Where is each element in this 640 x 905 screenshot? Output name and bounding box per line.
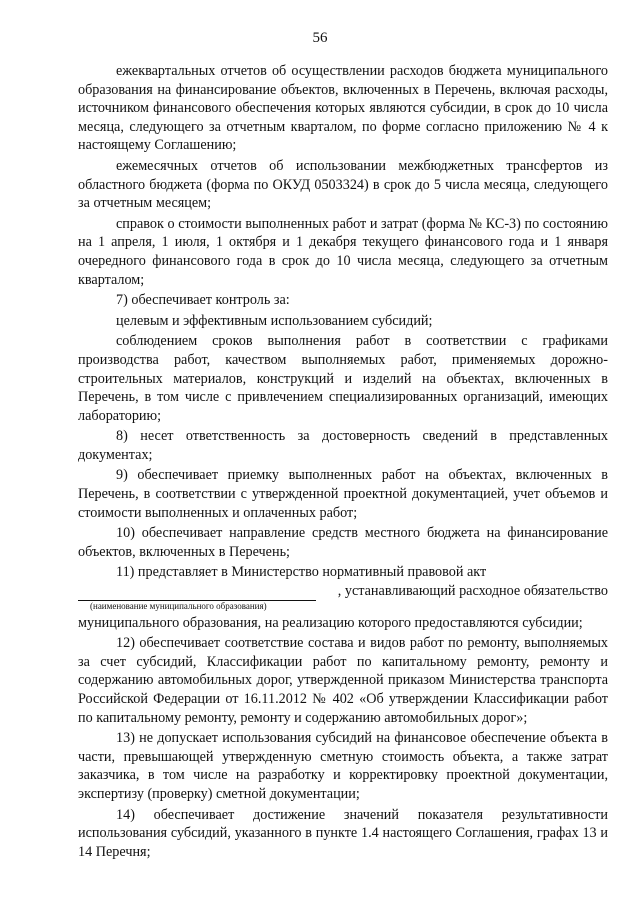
paragraph-item-11: 11) представляет в Министерство нормативный правовой акт xyxy=(116,564,487,581)
fill-in-line-text: , устанавливающий расходное обязательство xyxy=(337,583,608,600)
paragraph-item-13: 13) не допускает использования субсидий на финансовое обеспечение объекта в части, превышающей утвержденную сметную стоимость объекта, а также затрат заказчика, в том числе на разработку и корректировку проектной документации, экспертизу (проверку) сметной документации; xyxy=(78,730,608,802)
blank-underline xyxy=(78,586,316,601)
paragraph-target-use: целевым и эффективным использованием субсидий; xyxy=(116,312,433,329)
fill-in-line xyxy=(78,582,608,601)
blank-caption: (наименование муниципального образования) xyxy=(90,600,267,611)
paragraph-quarterly-reports: ежеквартальных отчетов об осуществлении расходов бюджета муниципального образования на финансирование объектов, включенных в Перечень, включая расходы, источником финансового обеспечения которых являются субсидии, в срок до 10 числа месяца, следующего за отчетным кварталом, по форме согласно приложению № 4 к настоящему Соглашению; xyxy=(78,63,608,154)
paragraph-ks3-certificates: справок о стоимости выполненных работ и затрат (форма № КС-3) по состоянию на 1 апреля, 1 июля, 1 октября и 1 декабря текущего финансового года и 1 января очередного финансового года в срок до 10 числа месяца, следующего за отчетным кварталом; xyxy=(78,215,608,288)
paragraph-item-10: 10) обеспечивает направление средств местного бюджета на финансирование объектов, включенных в Перечень; xyxy=(78,525,608,560)
paragraph-deadlines-control: соблюдением сроков выполнения работ в соответствии с графиками производства работ, качеством выполняемых работ, применяемых дорожно-строительных материалов, конструкций и изделий на объектах, включенных в Перечень, в том числе с привлечением специализированных организаций, имеющих лабораторию; xyxy=(78,333,608,424)
paragraph-item-9: 9) обеспечивает приемку выполненных работ на объектах, включенных в Перечень, в соответствии с утвержденной проектной документацией, учет объемов и стоимости выполненных и оплаченных работ; xyxy=(78,467,608,521)
paragraph-item-8: 8) несет ответственность за достоверность сведений в представленных документах; xyxy=(78,428,608,463)
paragraph-item-7: 7) обеспечивает контроль за: xyxy=(116,292,290,309)
page-number: 56 xyxy=(312,30,328,46)
paragraph-item-12: 12) обеспечивает соответствие состава и видов работ по ремонту, выполняемых за счет субсидий, Классификации работ по капитальному ремонту, ремонту и содержанию автомобильных дорог, утвержденной приказом Министерства транспорта Российской Федерации от 16.11.2012 № 402 «Об утверждении Классификации работ по капитальному ремонту, ремонту и содержанию автомобильных дорог»; xyxy=(78,635,608,726)
paragraph-monthly-reports: ежемесячных отчетов об использовании межбюджетных трансфертов из областного бюджета (форма по ОКУД 0503324) в срок до 5 числа месяца, следующего за отчетным месяцем; xyxy=(78,157,608,212)
paragraph-continuation: муниципального образования, на реализацию которого предоставляются субсидии; xyxy=(78,614,583,631)
paragraph-item-14: 14) обеспечивает достижение значений показателя результативности использования субсидий, указанного в пункте 1.4 настоящего Соглашения, графах 13 и 14 Перечня; xyxy=(78,806,608,860)
document-body xyxy=(78,62,608,861)
